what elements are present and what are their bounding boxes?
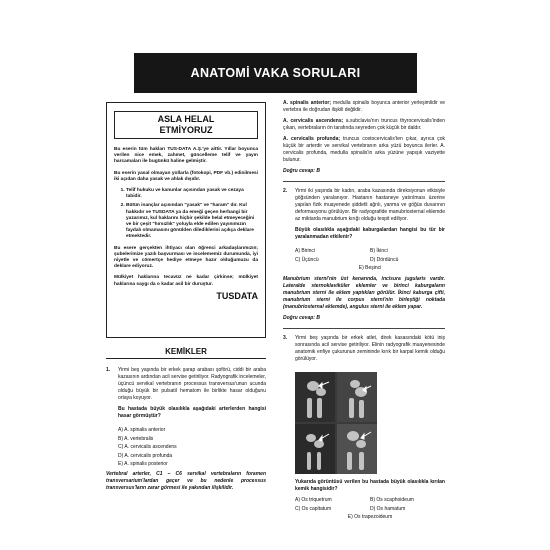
option-c[interactable]: C) Os capitatum [295,505,332,512]
term-text: medulla spinalis boyunca anterior yerleşimlidir ve vertebra ile doğrudan ilişkili değildir. [283,100,445,113]
explanation: Manubrium sterni'nin üst kenarında, incisura jugularis vardır. Lateralde sternoklaviküler eklemler ve birinci kaburgaların manubrium sterni ile eklem yaptıkları görülür. İkinci kaburga çifti, manubrium sterni ile corpus sterni'nin birleştiği noktada (manubriosternal eklemde), angulus sterni ile eklem yapar. [283,276,445,310]
explanation-item [283,118,445,132]
copyright-notice-box [106,102,266,338]
question-stem: Yirmi iki yaşında bir kadın, araba kazasında direksiyonun etkisiyle göğsünden yaralanıyor. Hastanın hastaneye yatırılması üzerine yapılan fizik muayenede şiddetli ağrılı, yanma ve göğüs duvarının deformasyonu görülüyor. Bir radyografide manubriosternal eklemde az miktarda manubrium kırığı olduğu tespit ediliyor. [295,188,445,222]
answer-options [295,497,445,521]
option-c[interactable]: C) Üçüncü [295,256,319,263]
option-e[interactable]: E) Os trapezoideum [347,514,393,520]
explanation-item [283,136,445,164]
option-a[interactable]: A) Os triquetrum [295,497,332,503]
option-b[interactable]: B) Os scaphoideum [370,497,414,503]
radiograph-image [295,372,377,474]
answer-options [118,427,266,468]
section-title: KEMİKLER [165,347,207,356]
question-prompt: Bu hastada büyük olasılıkla aşağıdaki arterlerden hangisi hasar görmüştür? [118,406,266,419]
question-prompt: Yukarıda görüntüsü verilen bu hastada büyük olasılıkla kırılan kemik hangisidir? [295,479,445,492]
notice-signature: TUSDATA [216,290,258,301]
divider [283,181,445,182]
option-d[interactable]: D) Os hamatum [370,505,406,512]
question-stem: Yirmi beş yaşında bir erkek şarap arabası şoförü, ciddi bir araba kazasının ardından acil servise getiriliyor. Radyografik incelemeler, üçüncü servikal vertebranın processus transversus'unun ucunda olduğu büyük bir pulsatil hematom ile birlikte hasar olduğunu ortaya koyuyor. [118,367,266,401]
explanation-item [283,100,445,114]
option-c[interactable]: C) A. cervicalis ascendens [118,444,177,450]
question-stem: Yirmi beş yaşında bir erkek atlet, direk kasasındaki kötü iniş sonrasında acil servise getiriliyor. Elinin radyografik muayenesinde anatomik enfiye çukurunun zemininde kırık bir karpal kemik olduğu görülüyor. [295,335,445,362]
explanation: Vertebral arterler, C1 – C6 servikal vertebraların foramen transversarium'lardan geçer ve bu nedenle processus transversus'ların zarar görmesi ile yakından ilişkilidir. [106,471,266,491]
notice-paragraph-4: Mülkiyet haklarına tecavüz ne kadar çirkinse; mülkiyet haklarına saygı da o kadar asil bir duruştur. [114,275,258,287]
term: A. cervicalis profunda; [283,136,341,142]
notice-list [114,188,258,241]
right-column [283,100,445,521]
notice-paragraph-1: Bu eserin tüm hakları TUS-DATA A.Ş.'ye aittir. Yıllar boyunca verilen nice emek, zahmet, güncelleme telif ve yayın harcamaları ile bugünkü haline gelmiştir. [114,147,258,165]
notice-paragraph-3: Bu esere gerçekten ihtiyacı olan öğrenci arkadaşlarımızın; şubelerimize yazılı başvurması ve incelememiz durumunda, iyi niyetle ve cömertçe hediye etmeye hazır olduğumuzu da deklare ediyoruz. [114,245,258,270]
question-1 [106,367,266,424]
option-a[interactable]: A) A. spinalis anterior [118,427,166,433]
term-text: a.subclavia'nın truncus thyrocervicalis'inden çıkan, vertebraların ön tarafında seyreden çok küçük bir daldır. [283,118,445,131]
option-a[interactable]: A) Birinci [295,248,316,254]
question-prompt: Büyük olasılıkla aşağıdaki kaburgalardan hangisi bu tür bir yaralanmadan etkilenir? [295,227,445,240]
option-d[interactable]: D) Dördüncü [370,256,399,263]
question-3 [283,335,445,367]
question-2 [283,188,445,245]
option-b[interactable]: B) A. vertebralis [118,435,154,442]
hand-radiograph [295,372,377,474]
option-e[interactable]: E) A. spinalis posterior [118,461,168,467]
divider [283,328,445,329]
notice-paragraph-2: Bu eserin yasal olmayan yollarla (fotokopi, PDF vb.) edinilmesi iki açıdan daha yasak ve ahlak dışıdır. [114,170,258,182]
option-e[interactable]: E) Beşinci [358,265,382,271]
correct-answer: Doğru cevap: B [283,315,320,321]
notice-item-2: 2. Bütün inançlar açısından "yasak" ve "haram" dır. Kul hakkıdır ve TUSDATA ya da emeği geçen herhangi bir yazarımız, kul haklarını hiçbir şekilde helal etmeyeceğini ve bir çeşit "hırsızlık" yoluyla elde edilen yayınımızın faydalı olmamasını gönülden dilediklerini açıkça deklare etmektedir. [126,203,258,240]
question-number: 1. [106,367,111,373]
correct-answer: Doğru cevap: B [283,168,320,174]
notice-item-1: 1. Telif hukuku ve kanunlar açısından yasak ve cezaya tabidir. [126,188,258,200]
section-divider [106,358,266,359]
question-number: 3. [283,335,288,341]
notice-heading: ASLA HELAL ETMİYORUZ [114,111,258,139]
term-text: truncus costocervicalis'ten çıkar, ayrıca çok küçük bir arterdir ve servikal vertebranın arka yüzü boyunca ilerler. A. cervicalis profunda, medulla spinalis'in arka yüzüne yapışık vaziyette bulunur. [283,136,445,163]
page-title: ANATOMİ VAKA SORULARI [134,53,417,93]
term: A. cervicalis ascendens; [283,118,344,124]
term: A. spinalis anterior; [283,100,331,106]
option-b[interactable]: B) İkinci [370,248,388,254]
answer-options [295,248,445,272]
left-column [106,102,266,496]
question-number: 2. [283,188,288,194]
option-d[interactable]: D) A. cervicalis profunda [118,452,173,459]
